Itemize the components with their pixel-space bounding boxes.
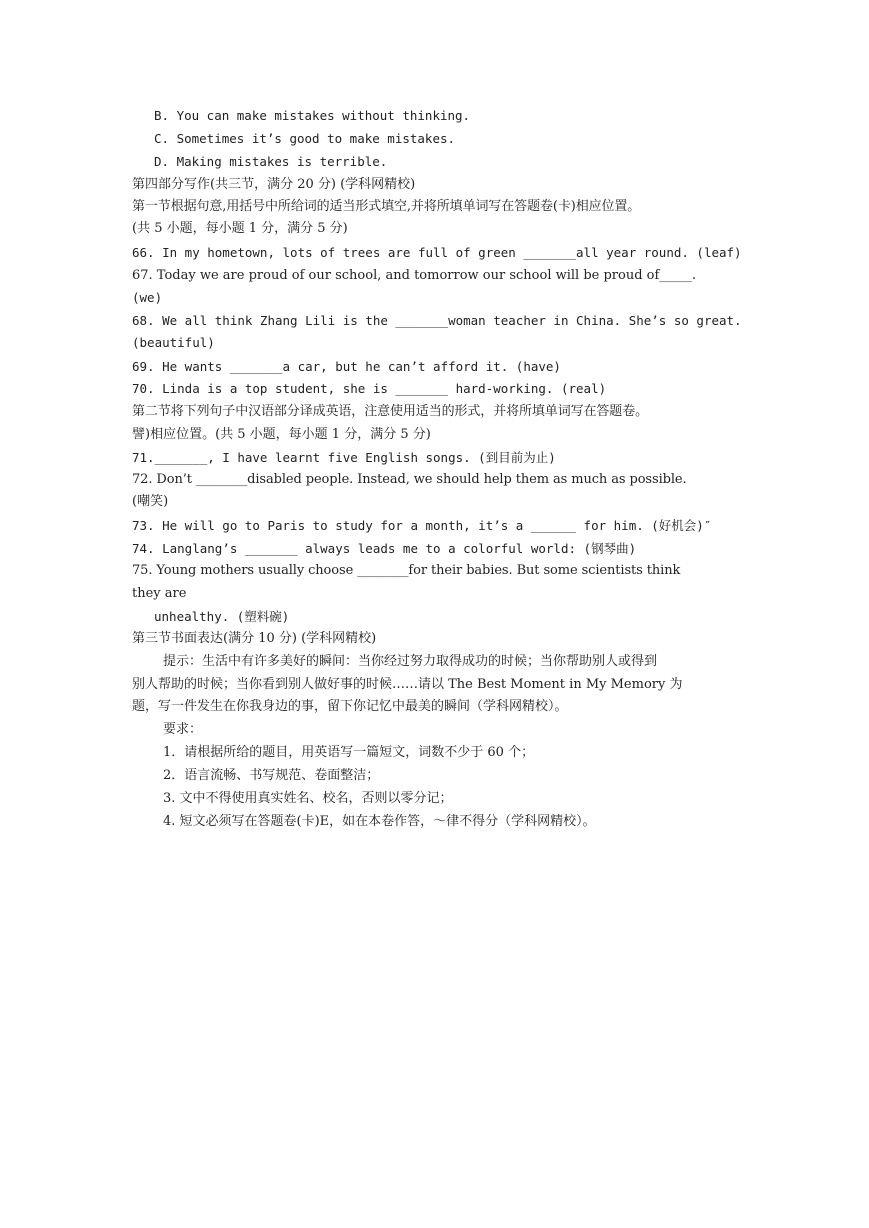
section3-heading: 第三节书面表达(满分 10 分) (学科网精校) <box>132 631 377 646</box>
prompt-line-2: 别人帮助的时候；当你看到别人做好事的时候……请以 The Best Moment in My Memory 为 <box>132 677 683 692</box>
question-74: 74. Langlang’s _______ always leads me to a colorful world: (钢琴曲) <box>132 541 637 556</box>
prompt-line-3: 题，写一件发生在你我身边的事，留下你记忆中最美的瞬间（学科网精校）。 <box>132 699 568 714</box>
question-71: 71._______, I have learnt five English songs. (到目前为止) <box>132 450 556 465</box>
section2-instruction: 第二节将下列句子中汉语部分译成英语，注意使用适当的形式，并将所填单词写在答题卷。 <box>132 404 649 419</box>
requirement-1: 1．请根据所给的题目，用英语写一篇短文，词数不少于 60 个； <box>163 745 535 760</box>
option-d: D. Making mistakes is terrible. <box>154 154 388 169</box>
question-72-cont: (嘲笑) <box>132 494 169 509</box>
question-75-cont: they are <box>132 586 187 601</box>
question-69: 69. He wants _______a car, but he can’t afford it. (have) <box>132 359 561 374</box>
question-66: 66. In my hometown, lots of trees are full of green _______all year round. (leaf) <box>132 245 742 260</box>
prompt-line-1: 提示：生活中有许多美好的瞬间：当你经过努力取得成功的时候；当你帮助别人或得到 <box>163 654 658 669</box>
section1-instruction-cont: (共 5 小题，每小题 1 分，满分 5 分) <box>132 221 348 236</box>
question-67: 67. Today we are proud of our school, and tomorrow our school will be proud of_____. <box>132 268 696 283</box>
question-73: 73. He will go to Paris to study for a month, it’s a ______ for him. (好机会)″ <box>132 518 712 533</box>
option-b: B. You can make mistakes without thinking. <box>154 108 471 123</box>
requirement-3: 3. 文中不得使用真实姓名、校名，否则以零分记； <box>163 791 453 806</box>
option-c: C. Sometimes it’s good to make mistakes. <box>154 131 456 146</box>
requirement-2: 2．语言流畅、书写规范、卷面整洁； <box>163 768 380 783</box>
question-68-cont: (beautiful) <box>132 335 215 350</box>
requirements-title: 要求： <box>163 722 203 737</box>
question-72: 72. Don’t ________disabled people. Instead, we should help them as much as possible. <box>132 472 687 487</box>
question-75-cont2: unhealthy. (塑料碗) <box>154 609 290 624</box>
question-67-cont: (we) <box>132 290 163 305</box>
question-75: 75. Young mothers usually choose ________for their babies. But some scientists think <box>132 563 681 578</box>
section1-instruction: 第一节根据句意,用括号中所给词的适当形式填空,并将所填单词写在答题卷(卡)相应位置。 <box>132 199 641 214</box>
section2-instruction-cont: 譬)相应位置。(共 5 小题，每小题 1 分，满分 5 分) <box>132 427 431 442</box>
question-68: 68. We all think Zhang Lili is the _______woman teacher in China. She’s so great. <box>132 313 742 328</box>
requirement-4: 4. 短文必须写在答题卷(卡)E，如在本卷作答，～律不得分（学科网精校）。 <box>163 814 596 829</box>
question-70: 70. Linda is a top student, she is _______ hard-working. (real) <box>132 381 607 396</box>
part4-heading: 第四部分写作(共三节，满分 20 分) (学科网精校) <box>132 177 416 192</box>
